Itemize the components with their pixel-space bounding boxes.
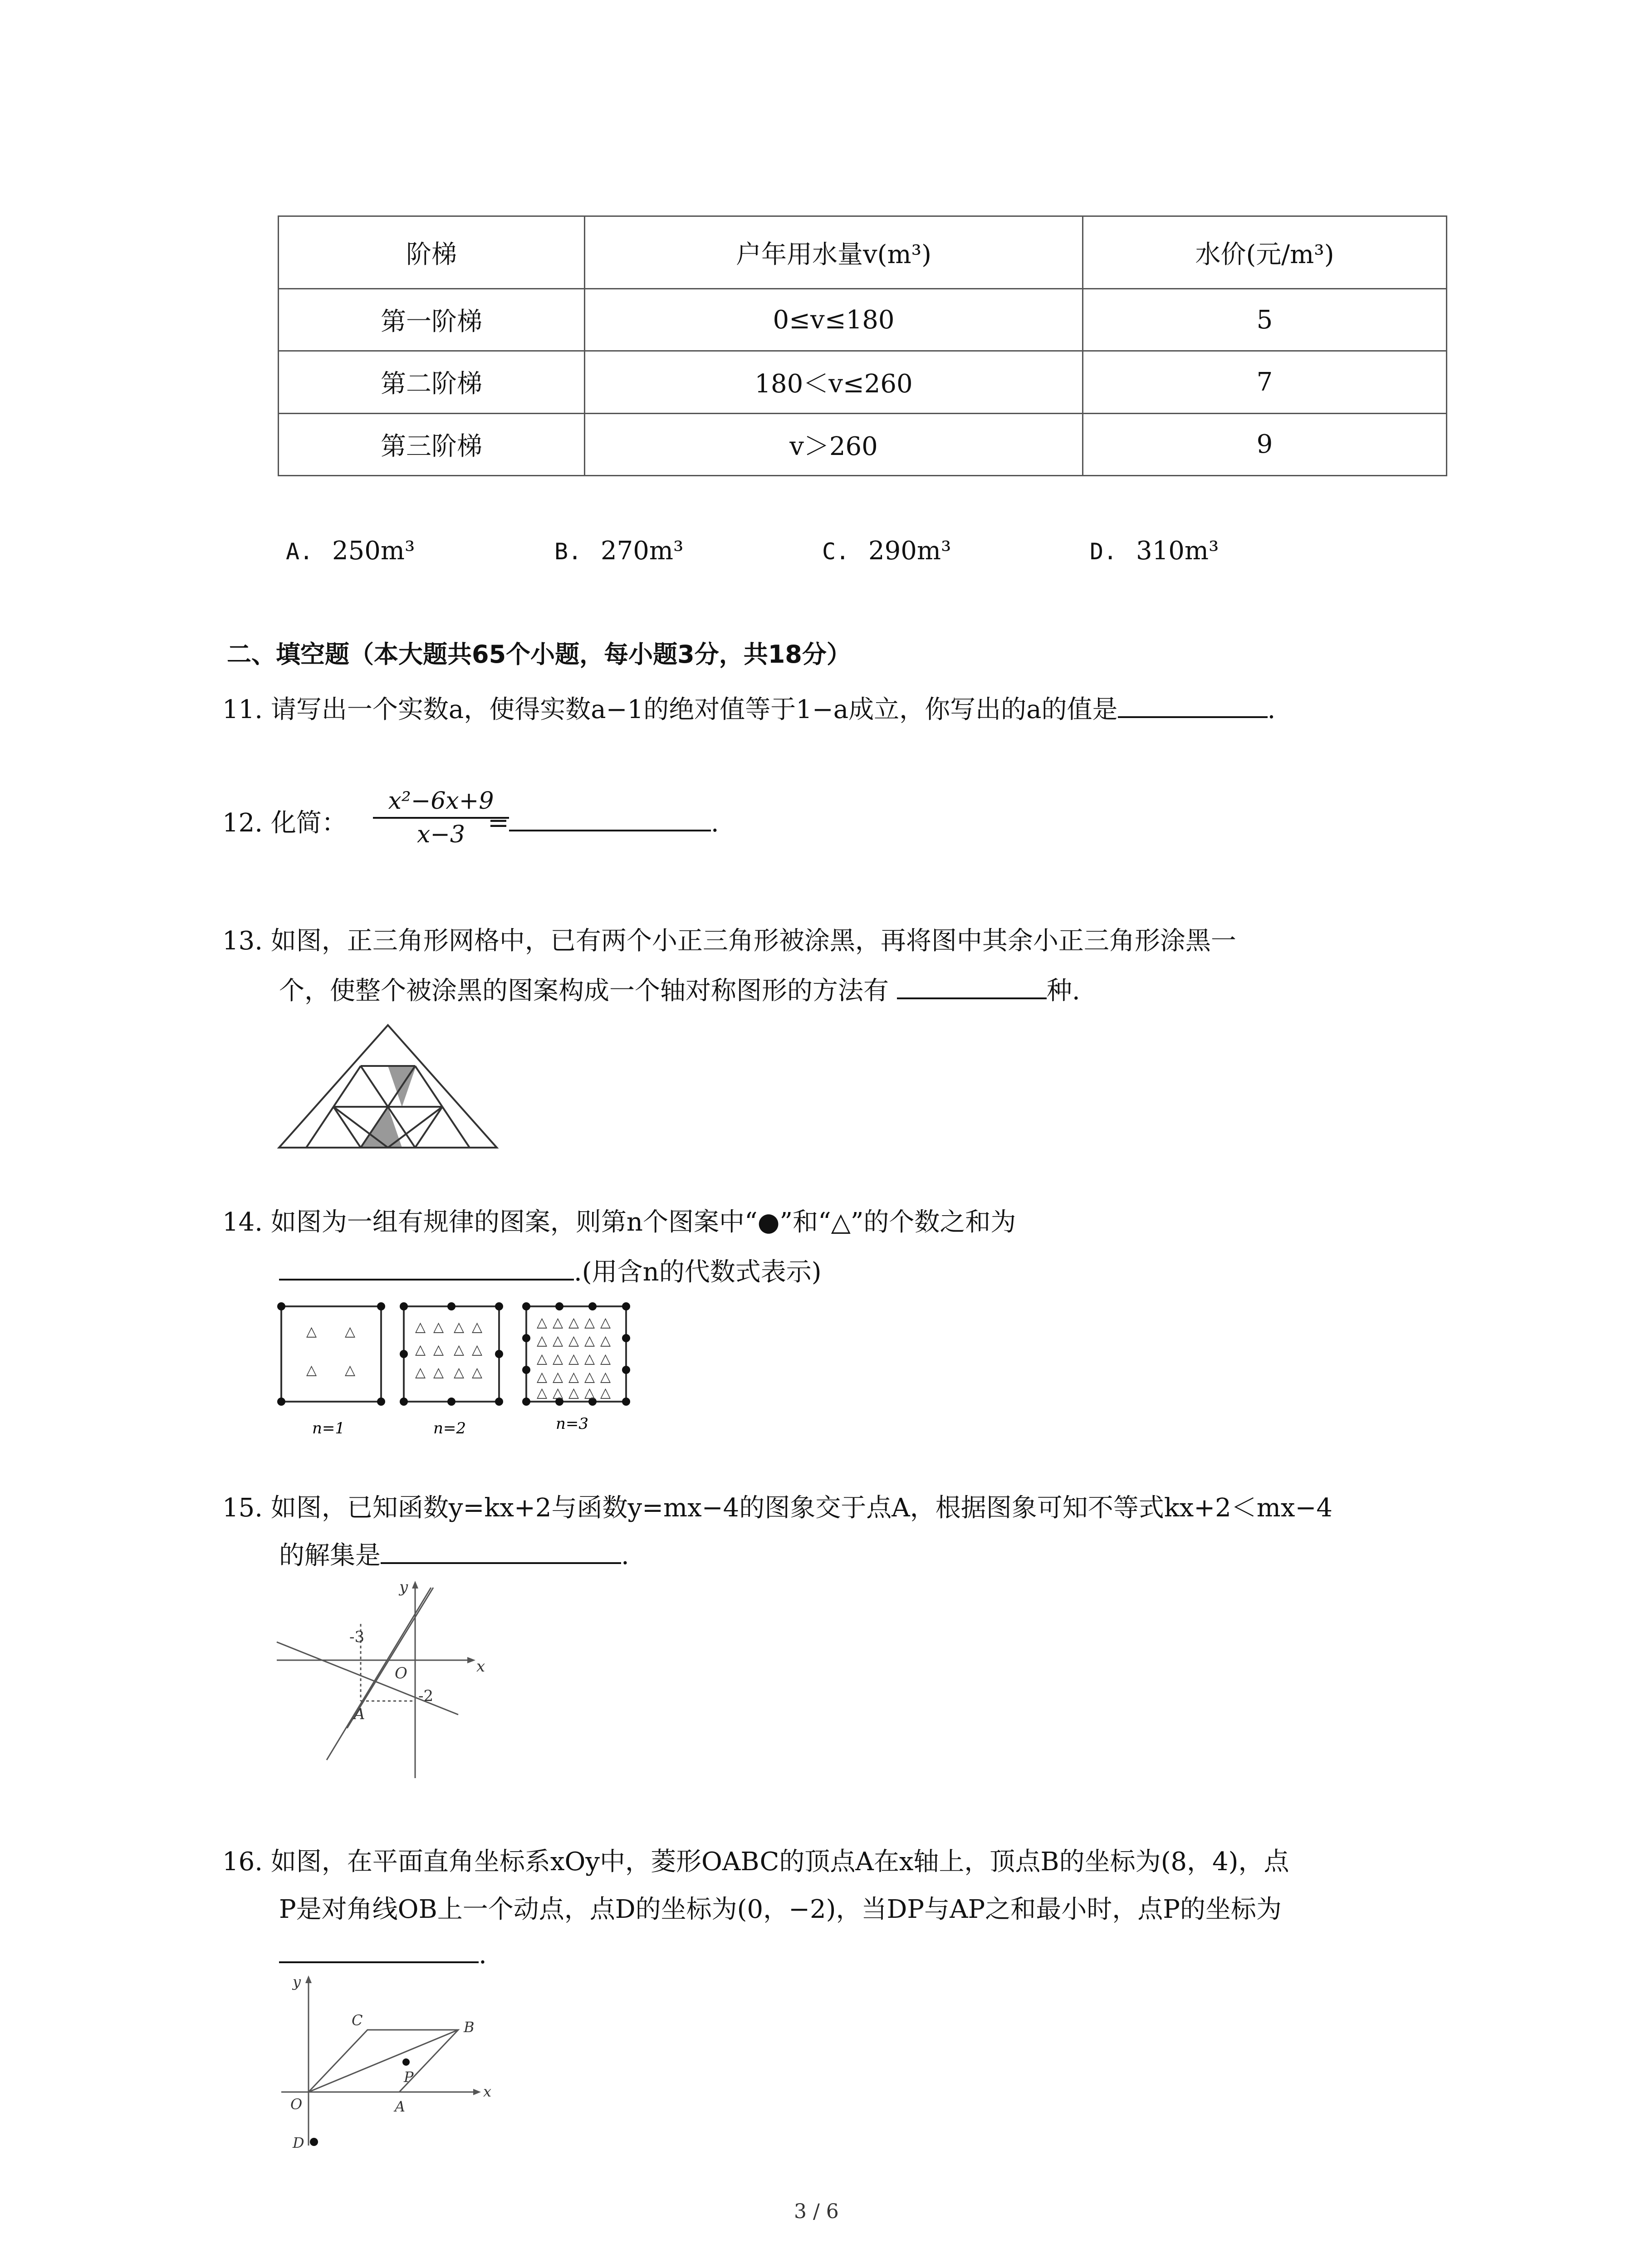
question-end: . [1267, 695, 1276, 724]
point-d [310, 2138, 318, 2146]
question-11 [222, 694, 1275, 726]
svg-text:△: △ [415, 1342, 426, 1358]
equals-sign: = [488, 808, 509, 838]
point-p-label: P [404, 2068, 414, 2086]
choice-value: 290m³ [868, 536, 951, 566]
choice-a [286, 535, 415, 567]
question-end: . [479, 1940, 487, 1970]
choice-c [822, 535, 951, 567]
question-text: 个，使整个被涂黑的图案构成一个轴对称图形的方法有 [279, 976, 889, 1006]
choice-value: 310m³ [1136, 536, 1219, 566]
svg-text:△: △ [584, 1369, 595, 1385]
svg-text:△: △ [345, 1324, 356, 1339]
svg-text:△: △ [537, 1333, 548, 1349]
svg-text:△: △ [568, 1385, 579, 1401]
question-text: .(用含n的代数式表示) [574, 1257, 822, 1287]
question-text: 如图为一组有规律的图案，则第n个图案中“●”和“△”的个数之和为 [270, 1207, 1016, 1237]
svg-text:△: △ [600, 1333, 611, 1349]
pattern-label-2: n=2 [433, 1419, 466, 1437]
choice-letter: A. [286, 538, 314, 565]
question-14-line2 [279, 1256, 822, 1288]
question-number: 11. [222, 695, 263, 724]
table-cell-price: 9 [1083, 413, 1447, 475]
question-end: . [621, 1541, 629, 1570]
section-title: 二、填空题（本大题共65个小题，每小题3分，共18分） [227, 640, 851, 669]
x-arrow [473, 2089, 481, 2095]
svg-text:△: △ [600, 1315, 611, 1330]
origin-label: O [395, 1664, 407, 1682]
svg-text:△: △ [537, 1369, 548, 1385]
svg-text:△: △ [584, 1315, 595, 1330]
table-row [279, 413, 1447, 475]
svg-text:△: △ [568, 1369, 579, 1385]
question-number: 12. [222, 808, 263, 838]
svg-text:△: △ [306, 1362, 317, 1378]
svg-text:△: △ [600, 1369, 611, 1385]
x-label: x [483, 2083, 492, 2100]
table-cell-price: 5 [1083, 289, 1447, 351]
table-cell-tier: 第一阶梯 [279, 289, 585, 351]
question-text: 请写出一个实数a，使得实数a−1的绝对值等于1−a成立，你写出的a的值是 [270, 695, 1118, 724]
question-12 [222, 807, 347, 839]
point-p [402, 2058, 410, 2066]
choice-letter: D. [1090, 538, 1117, 565]
question-text: 如图，在平面直角坐标系xOy中，菱形OABC的顶点A在x轴上，顶点B的坐标为(8，4)，点 [270, 1847, 1289, 1877]
svg-text:△: △ [553, 1351, 563, 1367]
table-cell-price: 7 [1083, 351, 1447, 413]
svg-text:△: △ [553, 1369, 563, 1385]
question-16-line2 [279, 1894, 1282, 1926]
y-arrow [305, 1975, 312, 1983]
point-b-label: B [464, 2019, 475, 2036]
svg-text:△: △ [345, 1362, 356, 1378]
svg-text:△: △ [568, 1351, 579, 1367]
y-label: y [293, 1973, 301, 1990]
svg-text:△: △ [472, 1342, 483, 1358]
answer-blank [509, 829, 711, 831]
question-text: 如图，正三角形网格中，已有两个小正三角形被涂黑，再将图中其余小正三角形涂黑一 [270, 926, 1236, 956]
svg-text:△: △ [306, 1324, 317, 1339]
diagonal-ob [309, 2030, 458, 2092]
table-row [279, 289, 1447, 351]
svg-text:△: △ [433, 1364, 444, 1380]
svg-text:△: △ [553, 1333, 563, 1349]
question-15-line2 [279, 1540, 629, 1572]
answer-blank [897, 997, 1047, 999]
question-13-line2 [279, 975, 1080, 1007]
table-cell-range: v＞260 [585, 413, 1083, 475]
question-16-line1 [222, 1846, 1289, 1878]
pattern-label-1: n=1 [312, 1419, 345, 1437]
svg-text:△: △ [433, 1319, 444, 1335]
svg-text:△: △ [568, 1315, 579, 1330]
fraction-numerator: x²−6x+9 [388, 787, 494, 815]
table-header-tier: 阶梯 [279, 216, 585, 289]
question-14-line1 [222, 1207, 1016, 1238]
choice-value: 270m³ [601, 536, 684, 566]
svg-text:△: △ [553, 1385, 563, 1401]
point-a-label: A [395, 2098, 406, 2115]
function-graph-figure [272, 1579, 499, 1796]
svg-text:△: △ [433, 1342, 444, 1358]
svg-text:△: △ [537, 1385, 548, 1401]
choice-b [554, 535, 683, 567]
tick-minus-3: -3 [349, 1628, 365, 1646]
triangle-grid-figure [274, 1021, 501, 1157]
question-13-line1 [222, 925, 1236, 957]
question-15-line1 [222, 1492, 1332, 1524]
point-c-label: C [352, 2012, 363, 2029]
y-label: y [399, 1579, 408, 1596]
question-text: 的解集是 [279, 1541, 381, 1570]
table-cell-range: 0≤v≤180 [585, 289, 1083, 351]
table-row [279, 351, 1447, 413]
svg-text:△: △ [415, 1319, 426, 1335]
y-arrow [412, 1581, 418, 1589]
svg-text:△: △ [454, 1319, 465, 1335]
origin-label: O [290, 2096, 303, 2113]
point-a-label: A [354, 1705, 365, 1723]
svg-text:△: △ [584, 1385, 595, 1401]
answer-blank [279, 1278, 574, 1281]
svg-text:△: △ [600, 1351, 611, 1367]
svg-text:△: △ [454, 1364, 465, 1380]
table-cell-range: 180＜v≤260 [585, 351, 1083, 413]
svg-text:△: △ [553, 1315, 563, 1330]
svg-text:△: △ [472, 1364, 483, 1380]
table-header-usage: 户年用水量v(m³) [585, 216, 1083, 289]
question-end: . [710, 808, 719, 838]
svg-text:△: △ [600, 1385, 611, 1401]
svg-text:△: △ [454, 1342, 465, 1358]
choice-value: 250m³ [332, 536, 415, 566]
question-16-line3 [279, 1939, 487, 1971]
pattern-square-1 [281, 1306, 381, 1402]
x-label: x [476, 1657, 485, 1676]
question-number: 16. [222, 1847, 263, 1877]
answer-blank [279, 1961, 479, 1963]
question-label: 化简： [270, 808, 347, 838]
tick-minus-2: -2 [418, 1687, 434, 1705]
question-text: P是对角线OB上一个动点，点D的坐标为(0，−2)，当DP与AP之和最小时，点P的坐标为 [279, 1895, 1282, 1924]
rhombus-figure [277, 1973, 504, 2168]
pattern-figure [272, 1297, 662, 1452]
point-d-label: D [293, 2134, 304, 2151]
question-number: 14. [222, 1207, 263, 1237]
x-arrow [467, 1657, 475, 1663]
choice-d [1090, 535, 1219, 567]
svg-text:△: △ [537, 1315, 548, 1330]
triangle-marks [306, 1315, 611, 1401]
table-cell-tier: 第三阶梯 [279, 413, 585, 475]
water-price-table [278, 215, 1447, 476]
answer-blank [1118, 716, 1268, 718]
table-cell-tier: 第二阶梯 [279, 351, 585, 413]
page-number: 3 / 6 [794, 2200, 839, 2223]
question-number: 13. [222, 926, 263, 956]
svg-text:△: △ [568, 1333, 579, 1349]
choice-letter: C. [822, 538, 850, 565]
question-number: 15. [222, 1493, 263, 1523]
svg-text:△: △ [415, 1364, 426, 1380]
svg-text:△: △ [472, 1319, 483, 1335]
question-text: 如图，已知函数y=kx+2与函数y=mx−4的图象交于点A，根据图象可知不等式kx+2＜mx−4 [270, 1493, 1333, 1523]
pattern-label-3: n=3 [556, 1415, 589, 1433]
choice-letter: B. [554, 538, 582, 565]
svg-text:△: △ [584, 1333, 595, 1349]
svg-text:△: △ [537, 1351, 548, 1367]
table-header-price: 水价(元/m³) [1083, 216, 1447, 289]
question-end: 种. [1046, 976, 1080, 1006]
svg-text:△: △ [584, 1351, 595, 1367]
answer-blank [381, 1562, 621, 1564]
fraction-denominator: x−3 [417, 821, 465, 849]
question-12-answer [488, 807, 719, 839]
